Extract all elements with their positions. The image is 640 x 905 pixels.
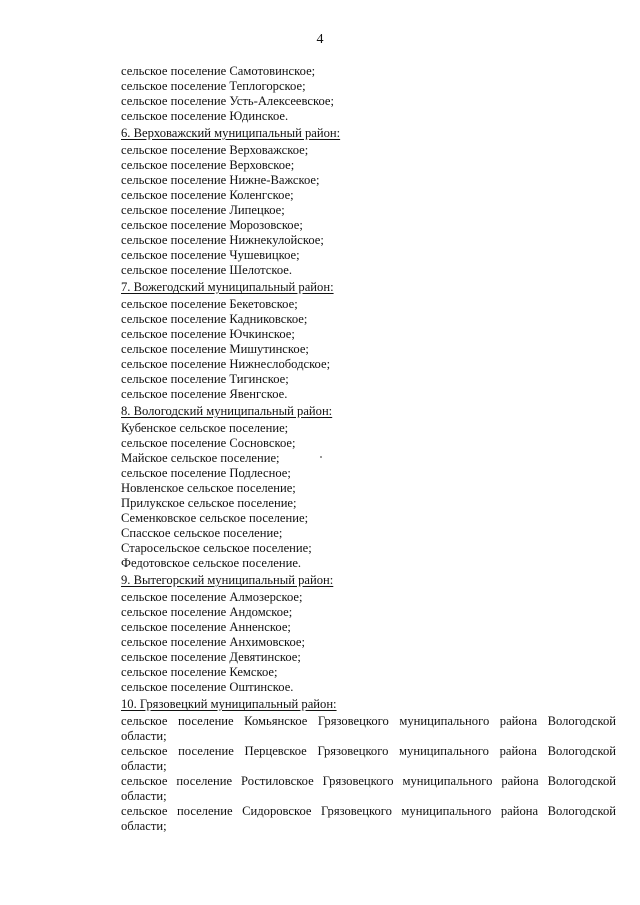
list-item: сельское поселение Мишутинское; bbox=[121, 342, 309, 356]
list-item: сельское поселение Морозовское; bbox=[121, 218, 303, 232]
list-item bbox=[121, 714, 616, 744]
list-item: сельское поселение Анхимовское; bbox=[121, 635, 306, 649]
document-body bbox=[121, 64, 616, 834]
list-item-tail: области; bbox=[121, 729, 167, 743]
list-item: Кубенское сельское поселение; bbox=[121, 421, 289, 435]
section-heading: 9. Вытегорский муниципальный район: bbox=[121, 573, 334, 587]
section-verhovazhsky bbox=[121, 126, 616, 278]
list-item bbox=[121, 804, 616, 834]
list-item: Прилукское сельское поселение; bbox=[121, 496, 297, 510]
top-list bbox=[121, 64, 616, 124]
list-item-line: сельское поселение Комьянское Грязовецкого муниципального района Вологодской bbox=[121, 714, 616, 728]
list-item: сельское поселение Алмозерское; bbox=[121, 590, 303, 604]
section-vozhegodsky bbox=[121, 280, 616, 402]
section-gryazovetsky bbox=[121, 697, 616, 834]
list-item-line: сельское поселение Сидоровское Грязовецкого муниципального района Вологодской bbox=[121, 804, 616, 818]
list-item-tail: области; bbox=[121, 789, 167, 803]
list-item: сельское поселение Самотовинское; bbox=[121, 64, 316, 78]
list-item: сельское поселение Анненское; bbox=[121, 620, 291, 634]
list-item: сельское поселение Ючкинское; bbox=[121, 327, 295, 341]
list-item: Новленское сельское поселение; bbox=[121, 481, 296, 495]
list-item: сельское поселение Кадниковское; bbox=[121, 312, 308, 326]
list-item: Майское сельское поселение; bbox=[121, 451, 280, 465]
list-item-line: сельское поселение Ростиловское Грязовецкого муниципального района Вологодской bbox=[121, 774, 616, 788]
list-item: сельское поселение Коленгское; bbox=[121, 188, 294, 202]
list-item-tail: области; bbox=[121, 759, 167, 773]
list-item: сельское поселение Сосновское; bbox=[121, 436, 296, 450]
list-item: сельское поселение Шелотское. bbox=[121, 263, 293, 277]
list-item: сельское поселение Явенгское. bbox=[121, 387, 288, 401]
list-item: сельское поселение Тигинское; bbox=[121, 372, 289, 386]
section-heading: 7. Вожегодский муниципальный район: bbox=[121, 280, 334, 294]
list-item: Семенковское сельское поселение; bbox=[121, 511, 309, 525]
list-item: сельское поселение Верховажское; bbox=[121, 143, 309, 157]
list-item: Спасское сельское поселение; bbox=[121, 526, 283, 540]
list-item: Федотовское сельское поселение. bbox=[121, 556, 302, 570]
list-item: сельское поселение Чушевицкое; bbox=[121, 248, 300, 262]
list-item bbox=[121, 744, 616, 774]
list-item: сельское поселение Липецкое; bbox=[121, 203, 285, 217]
list-item: сельское поселение Нижнеслободское; bbox=[121, 357, 331, 371]
scan-speck bbox=[320, 456, 322, 458]
list-item: Старосельское сельское поселение; bbox=[121, 541, 312, 555]
section-vytegorsky bbox=[121, 573, 616, 695]
list-item: сельское поселение Бекетовское; bbox=[121, 297, 298, 311]
list-item-line: сельское поселение Перцевское Грязовецкого муниципального района Вологодской bbox=[121, 744, 616, 758]
section-vologodsky bbox=[121, 404, 616, 571]
section-heading: 6. Верховажский муниципальный район: bbox=[121, 126, 341, 140]
list-item: сельское поселение Верховское; bbox=[121, 158, 295, 172]
list-item: сельское поселение Девятинское; bbox=[121, 650, 301, 664]
list-item: сельское поселение Кемское; bbox=[121, 665, 278, 679]
list-item: сельское поселение Подлесное; bbox=[121, 466, 291, 480]
list-item: сельское поселение Андомское; bbox=[121, 605, 293, 619]
list-item-tail: области; bbox=[121, 819, 167, 833]
list-item: сельское поселение Юдинское. bbox=[121, 109, 289, 123]
list-item bbox=[121, 774, 616, 804]
section-heading: 8. Вологодский муниципальный район: bbox=[121, 404, 333, 418]
page-number: 4 bbox=[316, 32, 324, 47]
list-item: сельское поселение Оштинское. bbox=[121, 680, 294, 694]
list-item: сельское поселение Нижнекулойское; bbox=[121, 233, 324, 247]
list-item: сельское поселение Нижне-Важское; bbox=[121, 173, 320, 187]
list-item: сельское поселение Усть-Алексеевское; bbox=[121, 94, 335, 108]
section-heading: 10. Грязовецкий муниципальный район: bbox=[121, 697, 337, 711]
list-item: сельское поселение Теплогорское; bbox=[121, 79, 306, 93]
